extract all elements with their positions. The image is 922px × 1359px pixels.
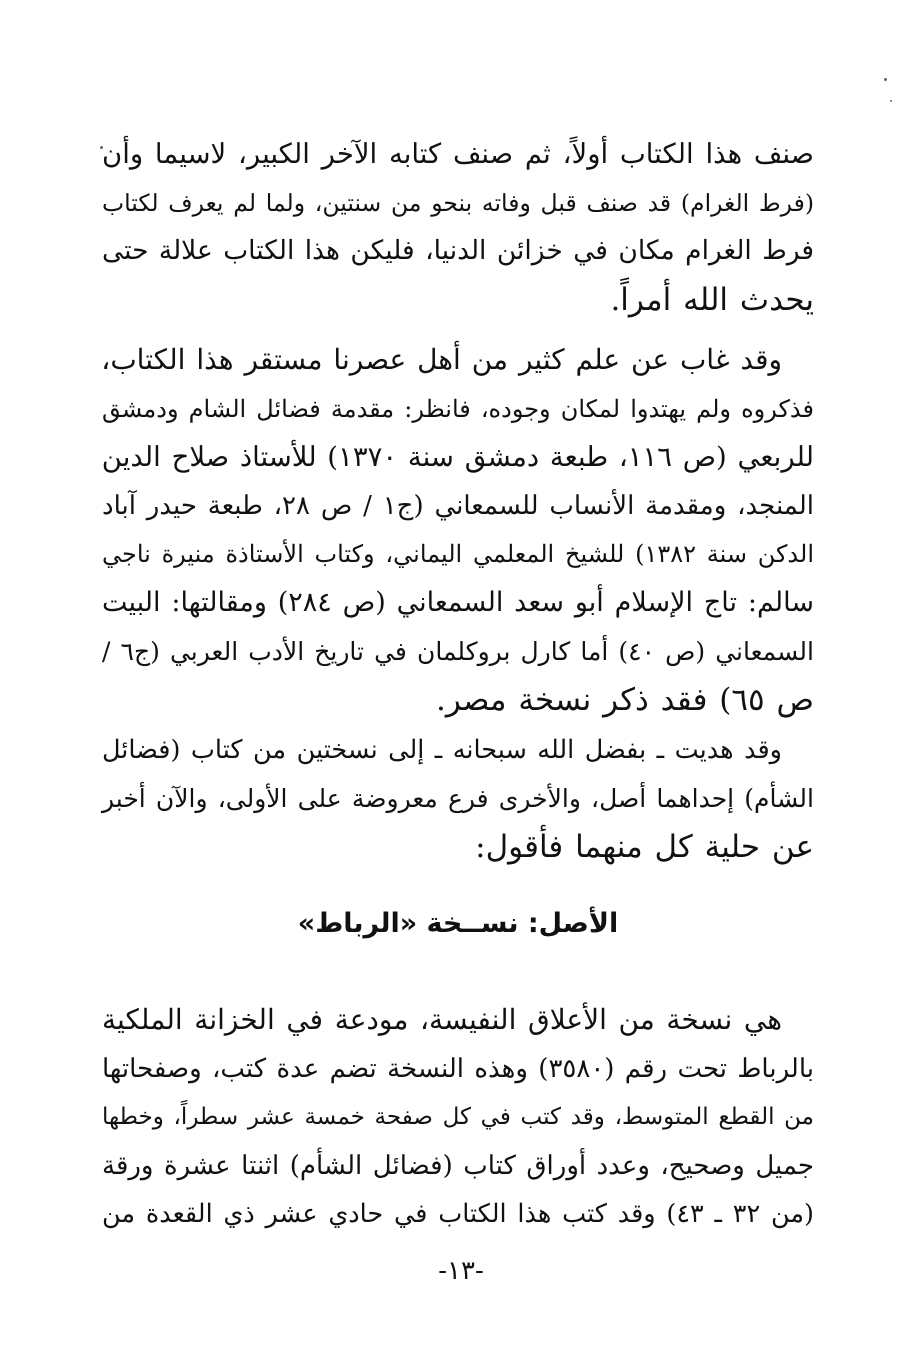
text-line: صنف هذا الكتاب أولاً، ثم صنف كتابه الآخر الكبير، لاسيما وأن xyxy=(102,138,814,170)
text-line: ص ٦٥) فقد ذكر نسخة مصر. xyxy=(436,682,814,719)
text-line: وقد هديت ـ بفضل الله سبحانه ـ إلى نسختين من كتاب (فضائل xyxy=(102,735,782,765)
page-number: -١٣- xyxy=(438,1256,484,1286)
text-line: الشأم) إحداهما أصل، والأخرى فرع معروضة على الأولى، والآن أخبر xyxy=(102,783,814,813)
paragraph-intro xyxy=(102,130,814,324)
text-line: المنجد، ومقدمة الأنساب للسمعاني (ج١ / ص ٢٨، طبعة حيدر آباد xyxy=(102,490,814,521)
text-line: للربعي (ص ١١٦، طبعة دمشق سنة ١٣٧٠) للأستاذ صلاح الدين xyxy=(101,441,814,474)
text-line: السمعاني (ص ٤٠) أما كارل بروكلمان في تاريخ الأدب العربي (ج٦ / xyxy=(102,636,814,666)
text-line: الدكن سنة ١٣٨٢) للشيخ المعلمي اليماني، وكتاب الأستاذة منيرة ناجي xyxy=(102,540,814,569)
text-line: فرط الغرام مكان في خزائن الدنيا، فليكن هذا الكتاب علالة حتى xyxy=(102,235,814,267)
paragraph-manuscripts xyxy=(102,726,814,872)
text-line: بالرباط تحت رقم (٣٥٨٠) وهذه النسخة تضم عدة كتب، وصفحاتها xyxy=(102,1053,815,1084)
text-line: وقد غاب عن علم كثير من أهل عصرنا مستقر هذا الكتاب، xyxy=(101,343,782,376)
text-line: عن حلية كل منهما فأقول: xyxy=(475,829,814,866)
section-heading: الأصل: نســخة «الرباط» xyxy=(297,908,619,939)
text-line: جميل وصحيح، وعدد أوراق كتاب (فضائل الشأم) اثنتا عشرة ورقة xyxy=(102,1150,814,1181)
text-line: (من ٣٢ ـ ٤٣) وقد كتب هذا الكتاب في حادي عشر ذي القعدة من xyxy=(102,1199,815,1230)
text-line: من القطع المتوسط، وقد كتب في كل صفحة خمسة عشر سطراً، وخطها xyxy=(102,1104,814,1131)
text-line: يحدث الله أمراً. xyxy=(610,281,814,318)
paragraph-references xyxy=(102,336,814,725)
text-line: فذكروه ولم يهتدوا لمكان وجوده، فانظر: مقدمة فضائل الشام ودمشق xyxy=(102,394,815,423)
text-line: سالم: تاج الإسلام أبو سعد السمعاني (ص ٢٨٤) ومقالتها: البيت xyxy=(102,586,814,618)
paragraph-rabat-copy xyxy=(102,996,814,1239)
text-line: (فرط الغرام) قد صنف قبل وفاته بنحو من سنتين، ولما لم يعرف لكتاب xyxy=(102,188,814,217)
scan-speck xyxy=(890,100,892,102)
text-line: هي نسخة من الأعلاق النفيسة، مودعة في الخزانة الملكية xyxy=(102,1003,782,1036)
scan-speck xyxy=(884,78,887,81)
